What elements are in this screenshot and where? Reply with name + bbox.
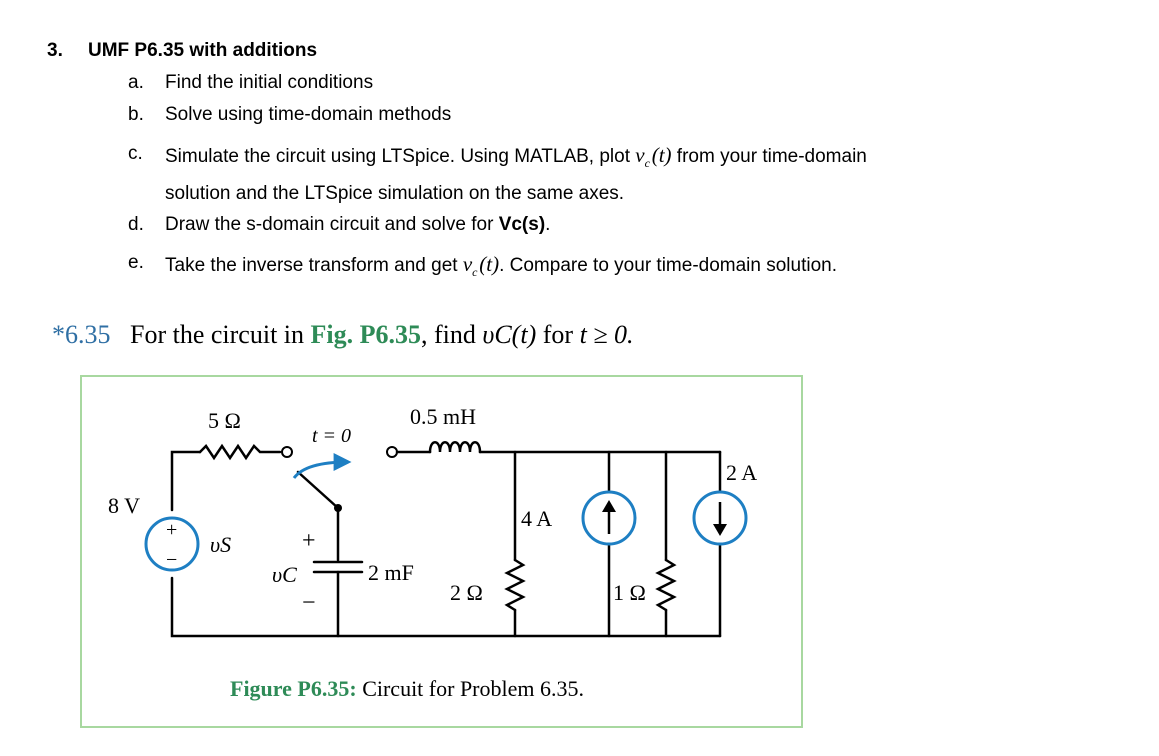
label-cap-plus: +: [302, 528, 316, 554]
label-vs: υS: [210, 532, 232, 557]
label-r1: 5 Ω: [208, 408, 241, 433]
inductor-coil: [430, 442, 480, 452]
problem-statement: *6.35 For the circuit in Fig. P6.35, find υC(t) for t ≥ 0.: [52, 320, 634, 349]
wire-left-top: [172, 452, 200, 510]
vc-var: υC(t): [482, 320, 537, 349]
label-r3: 1 Ω: [613, 580, 646, 605]
item-letter: e.: [128, 252, 144, 273]
item-letter: c.: [128, 143, 143, 164]
figure-caption: Figure P6.35: Circuit for Problem 6.35.: [230, 676, 584, 701]
item-text: Find the initial conditions: [165, 72, 374, 93]
vc-math: $v_c$ (t): [462, 252, 500, 280]
switch-terminal-left: [282, 447, 292, 457]
label-vc: υC: [272, 562, 297, 587]
resistor-5ohm: [200, 446, 280, 458]
vcs-bold: Vc(s): [498, 214, 546, 235]
item-text: Take the inverse transform and get $v_c$ (t). Compare to your time-domain solution.: [165, 252, 838, 280]
label-source-minus: −: [166, 549, 178, 571]
item-text: Draw the s-domain circuit and solve for Vc(s).: [165, 214, 551, 235]
label-i2: 2 A: [726, 460, 758, 485]
label-i4: 4 A: [521, 506, 553, 531]
vc-math: $v_c$ (t): [635, 143, 672, 171]
switch-terminal-right: [387, 447, 397, 457]
label-r2: 2 Ω: [450, 580, 483, 605]
label-source-plus: +: [166, 519, 178, 541]
resistor-1ohm: [658, 560, 674, 610]
item-text: solution and the LTSpice simulation on the same axes.: [165, 183, 625, 204]
item-text: Solve using time-domain methods: [165, 104, 452, 125]
label-inductor: 0.5 mH: [410, 404, 476, 429]
resistor-2ohm: [507, 560, 523, 610]
question-number: 3.: [47, 40, 63, 61]
label-switch: t = 0: [312, 425, 352, 447]
item-letter: d.: [128, 214, 144, 235]
figure-ref: Fig. P6.35: [310, 320, 422, 349]
item-text-pre: Simulate the circuit using LTSpice. Using MATLAB, plot: [165, 146, 636, 167]
question-title: UMF P6.35 with additions: [88, 40, 318, 61]
switch-blade: [298, 472, 338, 508]
t-cond: t ≥ 0.: [579, 320, 634, 349]
item-letter: a.: [128, 72, 144, 93]
item-text-post: from your time-domain: [671, 146, 867, 167]
problem-number: *6.35: [52, 320, 111, 349]
label-source-v: 8 V: [108, 493, 140, 518]
item-letter: b.: [128, 104, 144, 125]
label-cap: 2 mF: [368, 560, 414, 585]
label-cap-minus: −: [302, 590, 316, 616]
